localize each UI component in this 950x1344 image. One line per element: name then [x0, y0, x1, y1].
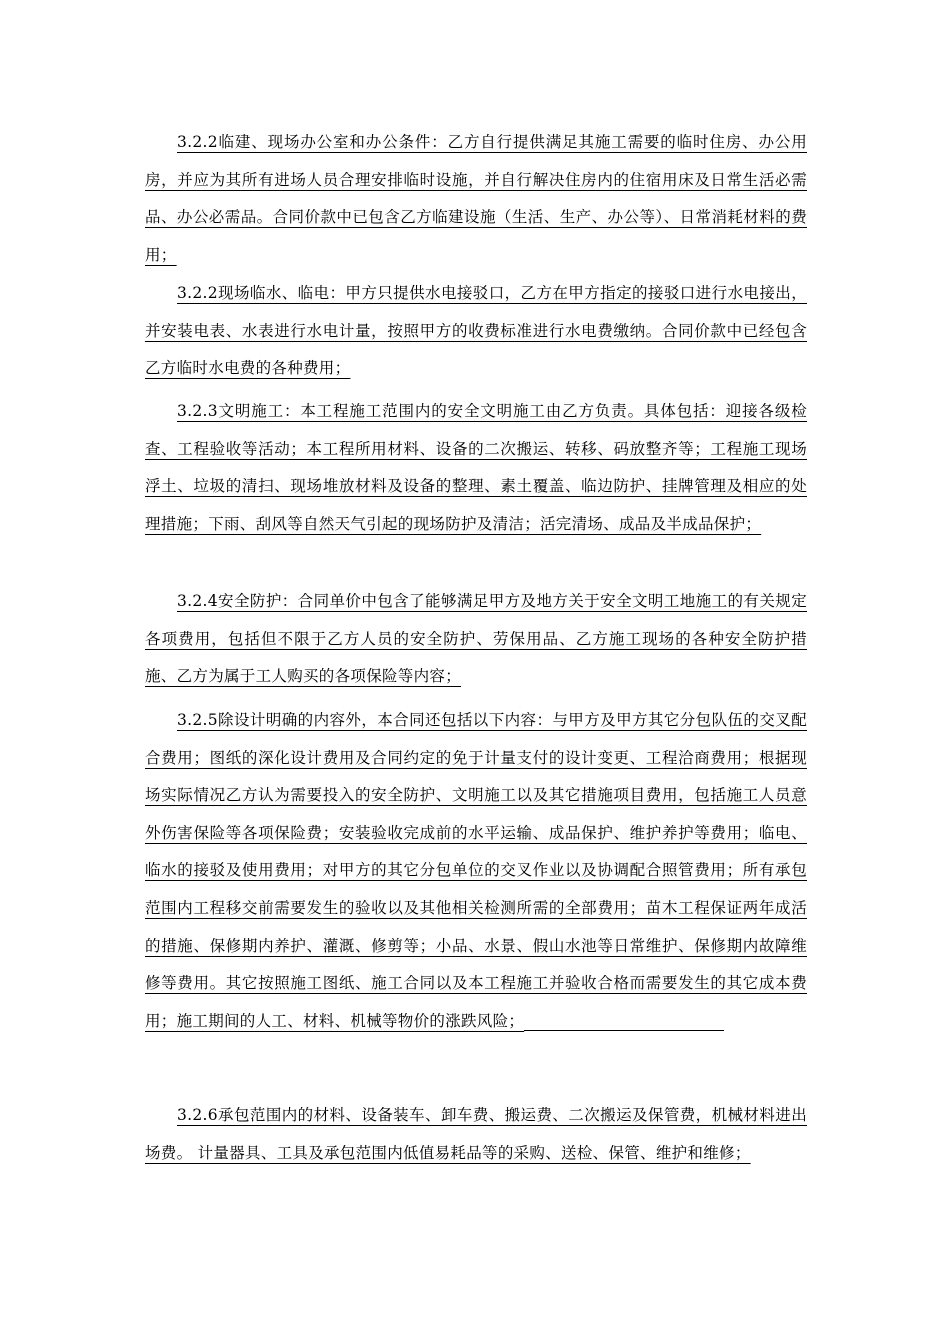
paragraph-text: 3.2.5除设计明确的内容外，本合同还包括以下内容：与甲方及甲方其它分包队伍的交叉配合费用；图纸的深化设计费用及合同约定的免于计量支付的设计变更、工程洽商费用；根据现场实际情况乙方认为需要投入的安全防护、文明施工以及其它措施项目费用，包括施工人员意外伤害保险等各项保险费；安装验收完成前的水平运输、成品保护、维护养护等费用；临电、临水的接驳及使用费用；对甲方的其它分包单位的交叉作业以及协调配合照管费用；所有承包范围内工程移交前需要发生的验收以及其他相关检测所需的全部费用；苗木工程保证两年成活的措施、保修期内养护、灌溉、修剪等；小品、水景、假山水池等日常维护、保修期内故障维修等费用。其它按照施工图纸、施工合同以及本工程施工并验收合格而需要发生的其它成本费用；施工期间的人工、材料、机械等物价的涨跌风险；: [145, 711, 807, 1030]
paragraph-text: 3.2.2现场临水、临电：甲方只提供水电接驳口，乙方在甲方指定的接驳口进行水电接出，并安装电表、水表进行水电计量，按照甲方的收费标准进行水电费缴纳。合同价款中已经包含乙方临时水电费的各种费用；: [145, 284, 807, 378]
paragraph-text: 3.2.3文明施工：本工程施工范围内的安全文明施工由乙方负责。具体包括：迎接各级检查、工程验收等活动；本工程所用材料、设备的二次搬运、转移、码放整齐等；工程施工现场浮土、垃圾的清扫、现场堆放材料及设备的整理、素土覆盖、临边防护、挂牌管理及相应的处理措施；下雨、刮风等自然天气引起的现场防护及清洁；活完清场、成品及半成品保护；: [145, 402, 807, 533]
paragraph-civilized-construction: [145, 393, 807, 543]
paragraph-text: 3.2.2临建、现场办公室和办公条件：乙方自行提供满足其施工需要的临时住房、办公用房，并应为其所有进场人员合理安排临时设施，并自行解决住房内的住宿用床及日常生活必需品、办公必需品。合同价款中已包含乙方临建设施（生活、生产、办公等）、日常消耗材料的费用；: [145, 133, 807, 264]
paragraph-additional-scope: [145, 702, 807, 1040]
paragraph-safety-protection: [145, 583, 807, 696]
paragraph-text: 3.2.6承包范围内的材料、设备装车、卸车费、搬运费、二次搬运及保管费，机械材料进出场费。 计量器具、工具及承包范围内低值易耗品等的采购、送检、保管、维护和维修；: [145, 1106, 807, 1162]
paragraph-temporary-water-electricity: [145, 275, 807, 388]
paragraph-text: 3.2.4安全防护：合同单价中包含了能够满足甲方及地方关于安全文明工地施工的有关规定各项费用，包括但不限于乙方人员的安全防护、劳保用品、乙方施工现场的各种安全防护措施、乙方为属于工人购买的各项保险等内容；: [145, 592, 807, 686]
blank-underline: [524, 1029, 724, 1031]
paragraph-materials-handling: [145, 1097, 807, 1172]
paragraph-temporary-facilities: [145, 124, 807, 274]
